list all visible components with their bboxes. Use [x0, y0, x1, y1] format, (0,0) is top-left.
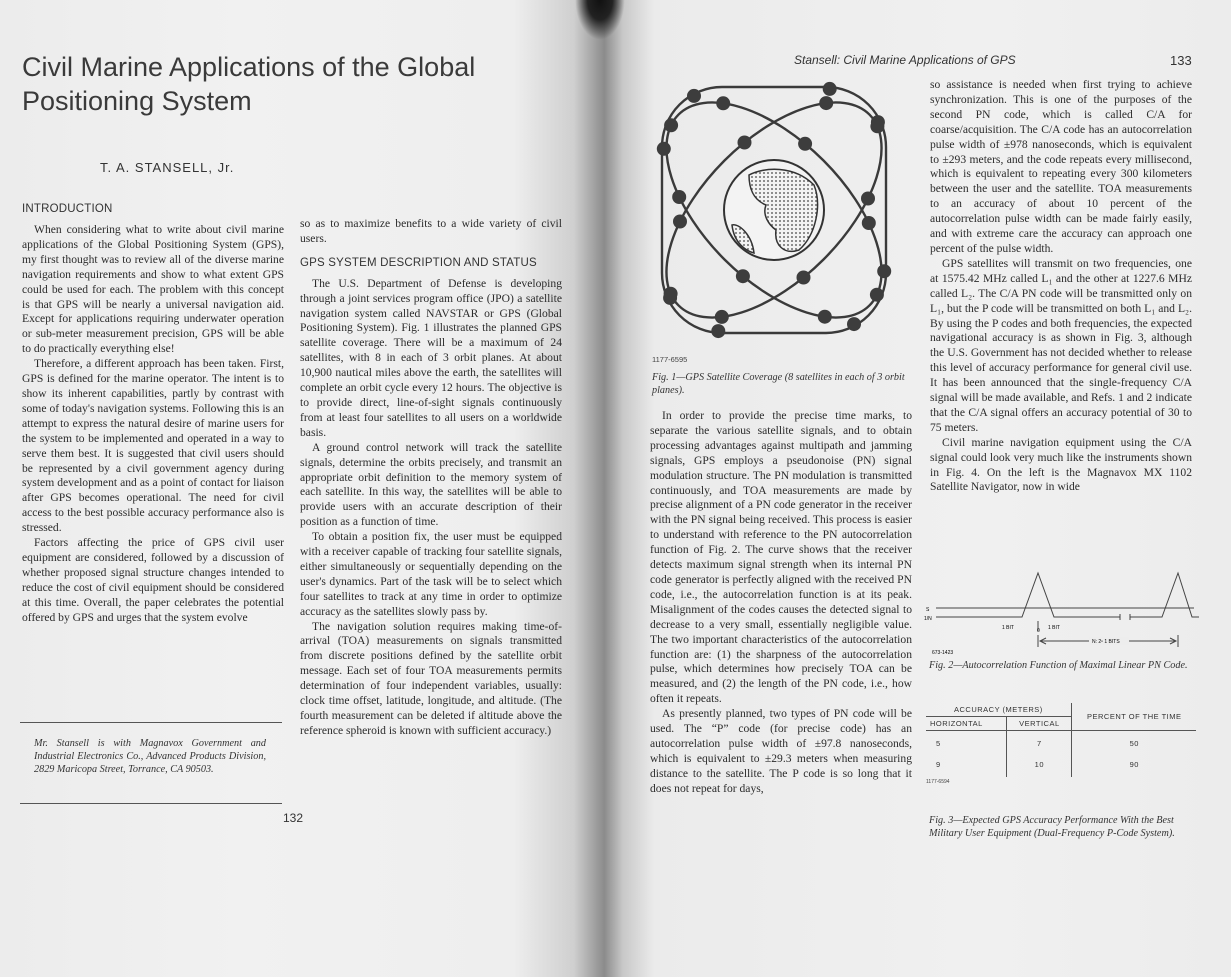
satellite-icon: [823, 82, 837, 96]
right-page: [604, 0, 1231, 977]
satellite-icon: [798, 137, 812, 151]
satellite-icon: [716, 96, 730, 110]
satellite-icon: [870, 119, 884, 133]
satellite-icon: [664, 118, 678, 132]
satellite-icon: [861, 192, 875, 206]
satellite-icon: [797, 271, 811, 285]
satellite-icon: [877, 264, 891, 278]
paragraph: GPS satellites will transmit on two frequencies, one at 1575.42 MHz called L₁ and the other at 1227.6 MHz called L₂. The C/A PN code will be transmitted only on L₁, but the P code will be transmitted on both L₁ and L₂. By using the P codes and both frequencies, the expected navigational accuracy is as shown in Fig. 3, although the U.S. Government has not decided whether to release this level of accuracy performance for general civil use. It has been announced that the single-frequency C/A signal will be made available, and Refs. 1 and 2 indicate that the C/A signal offers an accuracy potential of 30 to 75 meters.: [930, 256, 1192, 434]
satellite-icon: [673, 215, 687, 229]
left-page: [0, 0, 604, 977]
y-label-s: S: [926, 607, 930, 613]
paragraph: As presently planned, two types of PN code will be used. The “P” code (for precise code) has an autocorrelation pulse width of ±97.8 nanoseconds, which is equivalent to ±29.3 meters when measuring distance to the satellite. The P code is so long that it does not repeat for days,: [650, 707, 912, 795]
fig3-caption: Fig. 3—Expected GPS Accuracy Performance With the Best Military User Equipment (Dual-Frequency P-Code System).: [929, 815, 1175, 839]
paragraph: Civil marine navigation equipment using the C/A signal could look very much like the instruments shown in Fig. 4. On the left is the Magnavox MX 1102 Satellite Navigator, now in wide: [930, 435, 1192, 494]
table-cell: 9: [926, 750, 1007, 777]
intro-column: [22, 223, 284, 625]
footnote-rule-top: [20, 722, 282, 723]
vertical-header: VERTICAL: [1007, 717, 1072, 731]
autocorrelation-pulse-2: [1130, 573, 1199, 617]
paragraph: In order to provide the precise time marks, to separate the various satellite signals, and to obtain processing advantages against multipath and jamming signals, GPS employs a pseudonoise (PN) signal modulation structure. The PN modulation is transmitted continuously, and TOA measurements are made by precise alignment of a PN code generator in the receiver with the PN signal being received. This process is easier to understand with reference to the PN autocorrelation function of Fig. 2. The curve shows that the receiver detects maximum signal strength when its internal PN code generator is perfectly aligned with the received PN code, i.e., the autocorrelation function is at its peak. Misalignment of the codes causes the detected signal to decrease to a very small, essentially negligible value. The two important characteristics of the autocorrelation function are: (1) the sharpness of the autocorrelation pulse, which determines how precisely TOA can be measured, and (2) the length of the PN code, i.e., how often it repeats.: [650, 409, 912, 706]
x-label-bit-right: 1 BIT: [1048, 625, 1060, 631]
paragraph: To obtain a position fix, the user must be equipped with a receiver capable of tracking four satellite signals, either simultaneously or sequentially depending on the user's dynamics. Part of the task will be to select which four satellites to track at any time in order to optimize accuracy as the satellites slowly pass by.: [300, 530, 562, 618]
title-line-1: Civil Marine Applications of the Global: [22, 52, 476, 82]
page-number: 133: [1170, 53, 1192, 68]
paragraph: so as to maximize benefits to a wide variety of civil users.: [300, 217, 562, 245]
gps-column: [300, 217, 562, 739]
fig2-autocorrelation-plot: [924, 565, 1199, 660]
paragraph: Therefore, a different approach has been taken. First, GPS is defined for the marine operator. The intent is to show its inherent capabilities, partly by contrast with some of today's navigation systems. Following this is an attempt to express the natural desire of marine users for the system to be implemented and operated in a way to serve them best. It is suggested that civil users should be represented by a civil government agency during system development and as a point of contact for liaison after GPS becomes operational. The need for civil access to the best possible accuracy performance also is stressed.: [22, 357, 284, 535]
author-footnote: Mr. Stansell is with Magnavox Government and Industrial Electronics Co., Advanced Products Division, 2829 Maricopa Street, Torrance, CA 90503.: [34, 738, 266, 775]
table-cell: 50: [1129, 739, 1139, 748]
autocorrelation-pulse-1: [936, 573, 1120, 617]
table-cell: 5: [926, 731, 1007, 751]
x-label-zero: 0: [1037, 628, 1040, 634]
title-line-2: Positioning System: [22, 86, 252, 116]
satellite-icon: [736, 269, 750, 283]
paragraph: When considering what to write about civil marine applications of the Global Positioning System (GPS), my first thought was to review all of the diverse marine navigation requirements and show to what extent GPS could be used for each. The problem with this concept is that GPS will be nearly a universal navigation aid. Except for applications requiring underwater operation or sub-meter measurement precision, GPS will be able to do practically everything else!: [22, 223, 284, 356]
satellite-icon: [711, 324, 725, 338]
page-number: 132: [283, 811, 304, 825]
fig2-caption: Fig. 2—Autocorrelation Function of Maximal Linear PN Code.: [929, 660, 1188, 671]
satellite-icon: [847, 317, 861, 331]
accuracy-group-header: ACCURACY (METERS): [926, 703, 1072, 717]
running-head: Stansell: Civil Marine Applications of GPS: [794, 53, 1016, 67]
fig1-caption: Fig. 1—GPS Satellite Coverage (8 satellites in each of 3 orbit planes).: [652, 372, 905, 396]
paragraph: so assistance is needed when first trying to achieve synchronization. This is one of the purposes of the second PN code, which is called C/A for coarse/acquisition. The C/A code has an autocorrelation pulse width of ±978 nanoseconds, which is equivalent to ±293 meters, and the code repeats every millisecond, which is equivalent to repeating every 300 kilometers between the user and the satellite. TOA measurements to an accuracy of about 10 percent of the autocorrelation pulse width can be made fairly easily, and with extreme care the accuracy can approach one percent of the pulse width.: [930, 78, 1192, 255]
satellite-icon: [687, 89, 701, 103]
fig1-satellite-coverage: [654, 75, 894, 345]
satellite-icon: [657, 142, 671, 156]
fig3-id: 1177-6594: [926, 779, 950, 785]
article-title: [22, 50, 582, 118]
period-label: N: 2ⁿ 1 BITS: [1092, 639, 1120, 645]
fig2-id: 673-1423: [932, 650, 954, 656]
earth-globe-icon: [724, 160, 824, 260]
satellite-icon: [715, 310, 729, 324]
satellite-icon: [819, 96, 833, 110]
fig1-id: 1177-6595: [652, 355, 688, 364]
table-cell: 10: [1007, 750, 1072, 777]
table-cell: 90: [1129, 760, 1139, 769]
book-spine-shadow: [575, 0, 625, 40]
table-row: [926, 731, 1196, 751]
satellite-icon: [818, 310, 832, 324]
intro-heading: INTRODUCTION: [22, 203, 113, 215]
right-column-1: [650, 409, 912, 797]
paragraph: The navigation solution requires making time-of-arrival (TOA) measurements on signals transmitted from discrete positions defined by the satellite orbit message. Each set of four TOA measurements permits determination of four independent variables, usually: clock time offset, latitude, longitude, and altitude. (The fourth measurement can be deleted if altitude above the reference spheroid is known with sufficient accuracy.): [300, 619, 562, 737]
table-row: [926, 750, 1196, 777]
gps-heading: GPS SYSTEM DESCRIPTION AND STATUS: [300, 256, 537, 269]
horizontal-header: HORIZONTAL: [926, 717, 1007, 731]
x-label-bit-left: 1 BIT: [1002, 625, 1014, 631]
paragraph: The U.S. Department of Defense is developing through a joint services program office (JPO) a satellite navigation system called NAVSTAR or GPS (Global Positioning System). Fig. 1 illustrates the planned GPS satellite coverage. There will be a maximum of 24 satellites, with 8 in each of 3 orbit planes. At about 10,900 nautical miles above the earth, the satellites will complete an orbit cycle every 12 hours. The objective is to provide direct, line-of-sight signals continuously from at least four satellites to all users on a worldwide basis.: [300, 276, 562, 439]
satellite-icon: [870, 288, 884, 302]
satellite-icon: [672, 190, 686, 204]
table-cell: 7: [1007, 731, 1072, 751]
right-column-2: [930, 78, 1192, 495]
paragraph: A ground control network will track the satellite signals, determine the orbits precisely, and transmit an appropriate orbit definition to the memory system of each satellite. In this way, the satellites will be able to provide users with an accurate description of their position as a function of time.: [300, 440, 562, 529]
satellite-icon: [664, 287, 678, 301]
fig3-accuracy-table: [926, 703, 1196, 785]
author: T. A. STANSELL, Jr.: [100, 160, 235, 175]
percent-header: PERCENT OF THE TIME: [1072, 703, 1196, 731]
satellite-icon: [738, 136, 752, 150]
y-label-1n: 1/N: [924, 616, 932, 622]
satellite-icon: [862, 216, 876, 230]
paragraph: Factors affecting the price of GPS civil user equipment are considered, followed by a discussion of whether proposed signal structure changes intended to reduce the cost of civil equipment should be considered at this time. Overall, the paper celebrates the potential offered by GPS and urges that the system evolve: [22, 536, 284, 624]
footnote-rule-bottom: [20, 803, 282, 804]
